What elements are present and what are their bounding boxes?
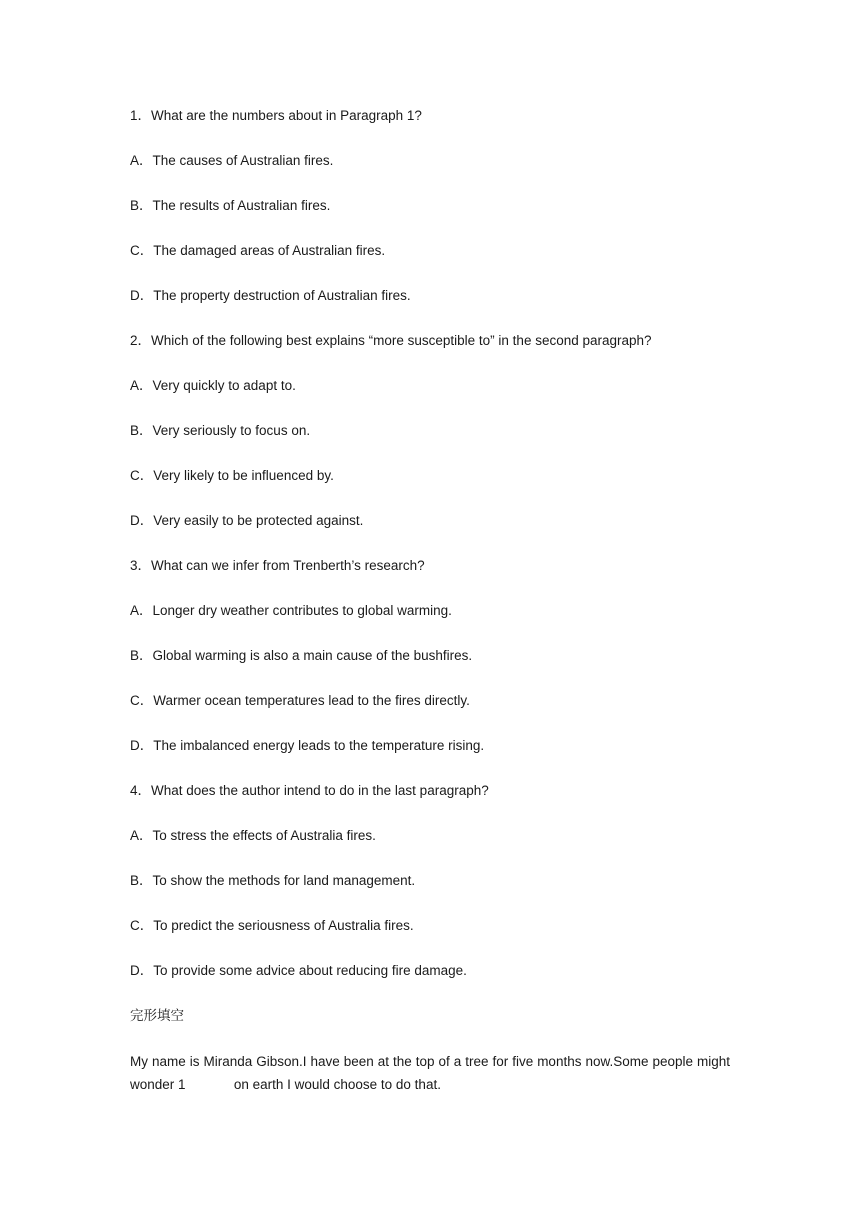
document-content: [130, 105, 730, 1096]
question-2-option-d: D．Very easily to be protected against.: [130, 513, 364, 528]
question-4-stem: 4．What does the author intend to do in the last paragraph?: [130, 783, 489, 798]
question-4-option-b: B．To show the methods for land management.: [130, 873, 416, 888]
question-2-option-c: C．Very likely to be influenced by.: [130, 468, 334, 483]
question-3-option-b: B．Global warming is also a main cause of the bushfires.: [130, 648, 473, 663]
question-4-option-a: A．To stress the effects of Australia fires.: [130, 828, 376, 843]
question-3-option-c: C．Warmer ocean temperatures lead to the fires directly.: [130, 693, 470, 708]
question-1-option-d: D．The property destruction of Australian fires.: [130, 288, 411, 303]
question-3-stem: 3．What can we infer from Trenberth’s research?: [130, 558, 425, 573]
blank-1: 1: [178, 1077, 186, 1092]
passage-text-before: My name is Miranda Gibson.I have been at the top of a tree for five months now.Some people might wonder: [130, 1054, 730, 1092]
question-4-option-d: D．To provide some advice about reducing fire damage.: [130, 963, 467, 978]
question-2-option-a: A．Very quickly to adapt to.: [130, 378, 296, 393]
question-3-option-d: D．The imbalanced energy leads to the temperature rising.: [130, 738, 485, 753]
question-2-stem: 2．Which of the following best explains “more susceptible to” in the second paragraph?: [130, 333, 652, 348]
section-title: 完形填空: [130, 1008, 184, 1024]
passage-text-after: on earth I would choose to do that.: [233, 1077, 441, 1092]
cloze-passage: [130, 1050, 730, 1096]
question-1-option-c: C．The damaged areas of Australian fires.: [130, 243, 386, 258]
question-1-stem: 1．What are the numbers about in Paragraph 1?: [130, 108, 422, 123]
question-2-option-b: B．Very seriously to focus on.: [130, 423, 311, 438]
question-3-option-a: A．Longer dry weather contributes to global warming.: [130, 603, 452, 618]
question-1-option-a: A．The causes of Australian fires.: [130, 153, 334, 168]
question-4-option-c: C．To predict the seriousness of Australia fires.: [130, 918, 414, 933]
question-1-option-b: B．The results of Australian fires.: [130, 198, 331, 213]
